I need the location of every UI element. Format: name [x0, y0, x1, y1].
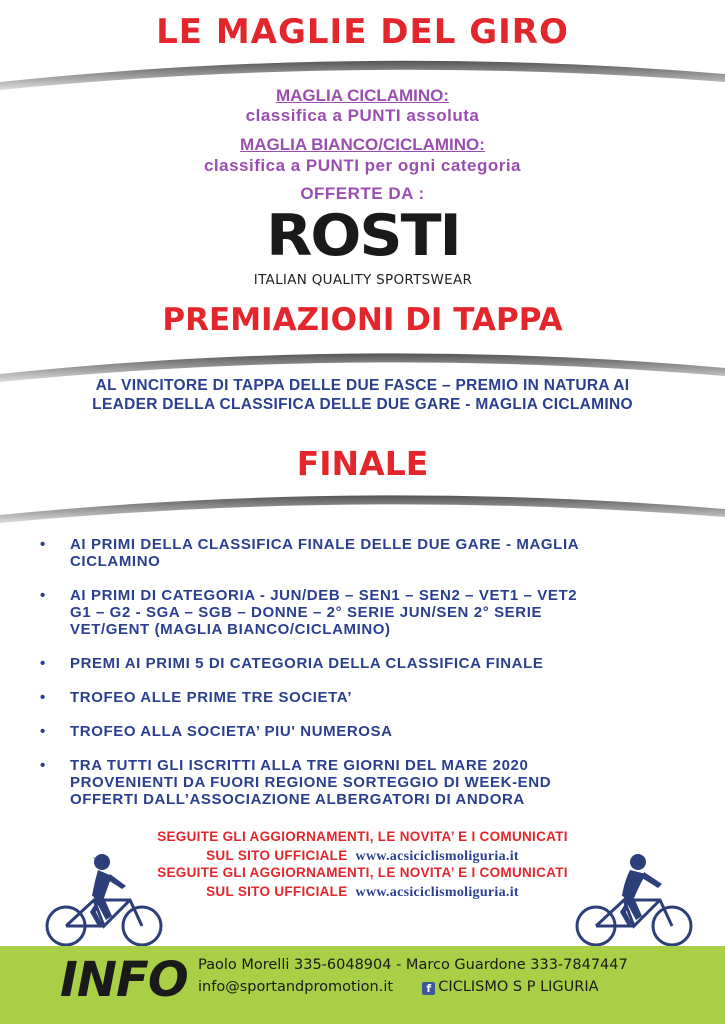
- maglia-ciclamino-title: MAGLIA CICLAMINO:: [275, 86, 450, 105]
- bullet-icon: •: [40, 689, 46, 706]
- cyclist-left-icon: [42, 850, 167, 950]
- list-item-line: TROFEO ALLA SOCIETA’ PIU' NUMEROSA: [70, 723, 393, 740]
- list-item-line: AI PRIMI DELLA CLASSIFICA FINALE DELLE DUE GARE - MAGLIA: [70, 536, 580, 553]
- list-item-line: CICLAMINO: [70, 553, 161, 570]
- cyclist-right-icon: [572, 850, 697, 950]
- list-item-line: TROFEO ALLE PRIME TRE SOCIETA’: [70, 689, 353, 706]
- contact-phones: Paolo Morelli 335-6048904 - Marco Guardone 333-7847447: [198, 957, 628, 973]
- list-item-line: TRA TUTTI GLI ISCRITTI ALLA TRE GIORNI DEL MARE 2020: [70, 757, 529, 774]
- bullet-icon: •: [40, 587, 46, 604]
- final-title: FINALE: [296, 444, 429, 483]
- bullet-icon: •: [40, 757, 46, 774]
- list-item-line: G1 – G2 - SGA – SGB – DONNE – 2° SERIE JUN/SEN 2° SERIE: [70, 604, 543, 621]
- list-item-line: AI PRIMI DI CATEGORIA - JUN/DEB – SEN1 – SEN2 – VET1 – VET2: [70, 587, 578, 604]
- final-swoosh-divider: [0, 485, 725, 525]
- list-item-line: PREMI AI PRIMI 5 DI CATEGORIA DELLA CLASSIFICA FINALE: [70, 655, 544, 672]
- updates-line-1-repeat: SEGUITE GLI AGGIORNAMENTI, LE NOVITA’ E I COMUNICATI: [157, 865, 568, 880]
- updates-site-label: SUL SITO UFFICIALE: [206, 884, 348, 899]
- list-item: [40, 723, 700, 740]
- stage-awards-line-1: AL VINCITORE DI TAPPA DELLE DUE FASCE – PREMIO IN NATURA AI: [95, 377, 630, 394]
- info-logo: INFO: [60, 952, 188, 1008]
- contact-email[interactable]: info@sportandpromotion.it: [198, 979, 394, 995]
- website-link[interactable]: www.acsiciclismoliguria.it: [355, 885, 519, 900]
- list-item: [40, 757, 700, 808]
- website-link[interactable]: www.acsiciclismoliguria.it: [355, 849, 519, 864]
- bullet-icon: •: [40, 655, 46, 672]
- list-item-line: VET/GENT (MAGLIA BIANCO/CICLAMINO): [70, 621, 391, 638]
- bullet-icon: •: [40, 723, 46, 740]
- bullet-icon: •: [40, 536, 46, 553]
- updates-site-label: SUL SITO UFFICIALE: [206, 848, 348, 863]
- final-awards-list: [40, 536, 700, 825]
- footer-contacts: [198, 954, 628, 998]
- list-item: [40, 655, 700, 672]
- list-item-line: OFFERTI DALL’ASSOCIAZIONE ALBERGATORI DI ANDORA: [70, 791, 525, 808]
- offered-by-label: OFFERTE DA :: [300, 184, 425, 203]
- page-title: LE MAGLIE DEL GIRO: [156, 12, 569, 52]
- stage-awards-title: PREMIAZIONI DI TAPPA: [162, 302, 563, 338]
- rosti-tagline: ITALIAN QUALITY SPORTSWEAR: [253, 272, 473, 288]
- rosti-logo-text: ROSTI: [266, 202, 460, 270]
- facebook-icon: f: [422, 982, 435, 995]
- list-item: [40, 689, 700, 706]
- list-item: [40, 587, 700, 638]
- maglia-bianco-title: MAGLIA BIANCO/CICLAMINO:: [240, 135, 485, 154]
- maglia-ciclamino-desc: classifica a PUNTI assoluta: [245, 106, 480, 125]
- list-item-line: PROVENIENTI DA FUORI REGIONE SORTEGGIO DI WEEK-END: [70, 774, 552, 791]
- stage-awards-line-2: LEADER DELLA CLASSIFICA DELLE DUE GARE - MAGLIA CICLAMINO: [92, 396, 633, 413]
- facebook-page-link[interactable]: CICLISMO S P LIGURIA: [438, 979, 599, 995]
- list-item: [40, 536, 700, 570]
- maglia-bianco-desc: classifica a PUNTI per ogni categoria: [203, 156, 522, 175]
- updates-line-1: SEGUITE GLI AGGIORNAMENTI, LE NOVITA’ E I COMUNICATI: [157, 829, 568, 844]
- rosti-logo: [238, 202, 488, 290]
